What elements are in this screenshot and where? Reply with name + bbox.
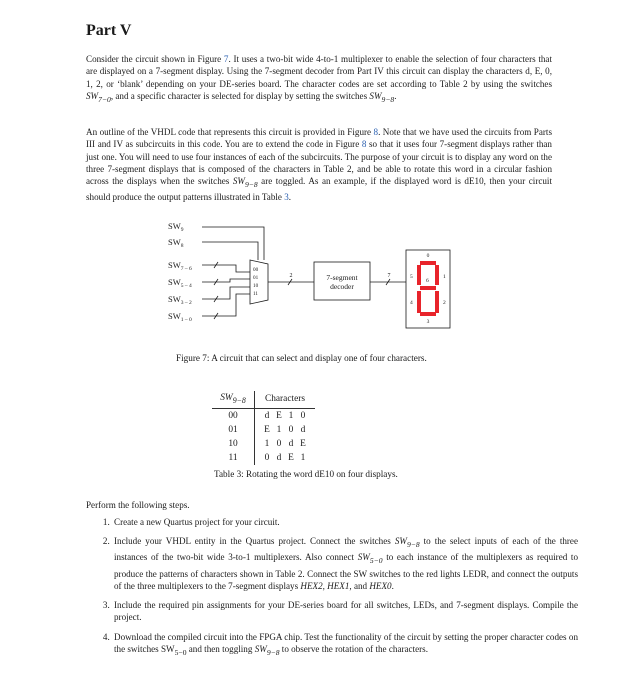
segment-3 <box>420 312 436 316</box>
table-header-row <box>212 391 315 408</box>
text: are toggled. As an example, if the displayed word is dE10, then your circuit should produce the output patterns illustrated in Table <box>86 176 552 203</box>
segment-1 <box>435 265 439 285</box>
bus-5-4 <box>202 279 250 282</box>
table-row <box>212 423 315 437</box>
segment-2 <box>435 291 439 313</box>
table-cell-chars: 1 0 d E <box>264 438 306 449</box>
step-3: 3. Include the required pin assignments for your DE-series board for all switches, LEDs, and 7-segment displays. Compile the project. <box>112 599 578 624</box>
text: . <box>394 90 397 101</box>
segment-index-5: 5 <box>410 274 413 280</box>
mux-code-00: 00 <box>253 267 259 273</box>
segment-index-1: 1 <box>443 274 446 280</box>
steps-intro: Perform the following steps. <box>86 500 190 510</box>
table-cell-code: 10 <box>212 437 255 451</box>
text: An outline of the VHDL code that represents this circuit is provided in Figure <box>86 127 374 137</box>
bus-7-6 <box>202 265 250 272</box>
decoder-label-1: 7-segment <box>326 273 358 282</box>
sw-label-3-2: $SW_{3 - 2}$ <box>168 294 192 306</box>
sw-label-7-6: $SW_{7 - 6}$ <box>168 260 192 272</box>
step-1: 1. Create a new Quartus project for your circuit. <box>112 516 578 528</box>
switch-subscript: 9−8 <box>381 94 395 104</box>
text: . Note that we have used the circuits from Parts III and IV as subcircuits in this code. You are to extend the code in Figure <box>86 127 552 150</box>
table-caption: Table 3: Rotating the word dE10 on four displays. <box>214 469 398 479</box>
figure-link[interactable]: 8 <box>373 127 379 137</box>
text: Consider the circuit shown in Figure <box>86 54 224 64</box>
switch-symbol: SW <box>232 176 245 187</box>
mux-code-01: 01 <box>253 275 259 281</box>
bus-3-2 <box>202 287 250 299</box>
switch-subscript: 9−8 <box>244 180 258 189</box>
segment-index-3: 3 <box>426 319 430 325</box>
mux-code-11: 11 <box>253 291 258 297</box>
table-row <box>212 451 315 465</box>
table-row <box>212 437 315 451</box>
table-cell-chars: d E 1 0 <box>264 410 306 421</box>
table-header-characters: Characters <box>255 391 316 408</box>
switch-symbol: SW <box>86 90 99 101</box>
figure-link[interactable]: 8 <box>361 139 367 150</box>
table-cell-chars: 0 d E 1 <box>264 452 306 463</box>
segment-index-2: 2 <box>443 300 446 306</box>
rotation-table <box>212 391 315 465</box>
segment-0 <box>420 261 436 265</box>
text: . It uses a two-bit wide 4-to-1 multiplexer to enable the selection of four characters that are displayed on a 7-segment display. Using the 7-segment decoder from Part IV this circuit can display the characters d, E, 0, 1, 2, or ‘blank’ depending on your DE-series board. The character codes are set according to Table 2 by using the switches <box>86 54 552 89</box>
select-line-9 <box>202 227 264 260</box>
bus-width-label-7: 7 <box>387 273 391 279</box>
table-cell-code: 11 <box>212 451 255 465</box>
figure-caption: Figure 7: A circuit that can select and display one of four characters. <box>176 353 427 363</box>
paragraph-outline <box>86 126 552 204</box>
bus-width-label: 2 <box>289 273 293 279</box>
decoder-label-2: decoder <box>330 282 354 291</box>
table-cell-code: 00 <box>212 408 255 423</box>
steps-list <box>86 516 578 666</box>
text: . <box>288 192 292 203</box>
table-cell-code: 01 <box>212 423 255 437</box>
switch-subscript: 7−0 <box>98 94 111 104</box>
sw-label-1-0: $SW_{1 - 0}$ <box>168 311 192 323</box>
table-header-sw: $SW_{9-8}$ <box>212 391 255 408</box>
circuit-diagram <box>150 220 470 338</box>
paragraph-intro <box>86 53 552 106</box>
figure-link[interactable]: 7 <box>223 54 229 64</box>
segment-6 <box>420 286 436 290</box>
step-2: 2. Include your VHDL entity in the Quartus project. Connect the switches $SW_{9-8}$ to the select inputs of each of the three instances of the two-bit wide 3-to-1 multiplexers. Also connect $SW_{5-0}$ to each instance of the multiplexers as required to produce the patterns of characters shown in Table 2. Connect the SW switches to the red lights LEDR, and connect the outputs of the three multiplexers to the 7-segment displays HEX2, HEX1, and HEX0. <box>112 535 578 592</box>
segment-index-0: 0 <box>426 253 430 259</box>
mux-code-10: 10 <box>253 283 259 289</box>
seven-segment-display <box>417 261 439 316</box>
segment-5 <box>417 265 421 285</box>
table-link[interactable]: 3 <box>284 192 289 203</box>
sw-label-9: $SW_9$ <box>168 221 184 233</box>
segment-4 <box>417 291 421 313</box>
text: so that it uses four 7-segment displays rather than just one. You will need to use four instances of each of the subcircuits. The purpose of your circuit is to display any word on the three 7-segment displays that is composed of the characters in Table 2, and be able to rotate this word in a circular fashion across the displays when the switches <box>86 139 552 187</box>
table-cell-chars: E 1 0 d <box>264 424 306 435</box>
segment-index-6: 6 <box>426 278 429 284</box>
segment-index-4: 4 <box>410 300 413 306</box>
switch-symbol: SW <box>369 90 382 101</box>
text: , and a specific character is selected for display by setting the switches <box>110 90 370 101</box>
select-line-8 <box>202 242 258 260</box>
bus-1-0 <box>202 294 250 316</box>
section-title: Part V <box>86 22 132 39</box>
step-4: 4. Download the compiled circuit into the FPGA chip. Test the functionality of the circuit by setting the proper character codes on the switches $SW_{5-0}$ and then toggling $SW_{9-8}$ to observe the rotation of the characters. <box>112 631 578 659</box>
sw-label-8: $SW_8$ <box>168 237 184 249</box>
sw-label-5-4: $SW_{5 - 4}$ <box>168 277 192 289</box>
table-row <box>212 408 315 423</box>
